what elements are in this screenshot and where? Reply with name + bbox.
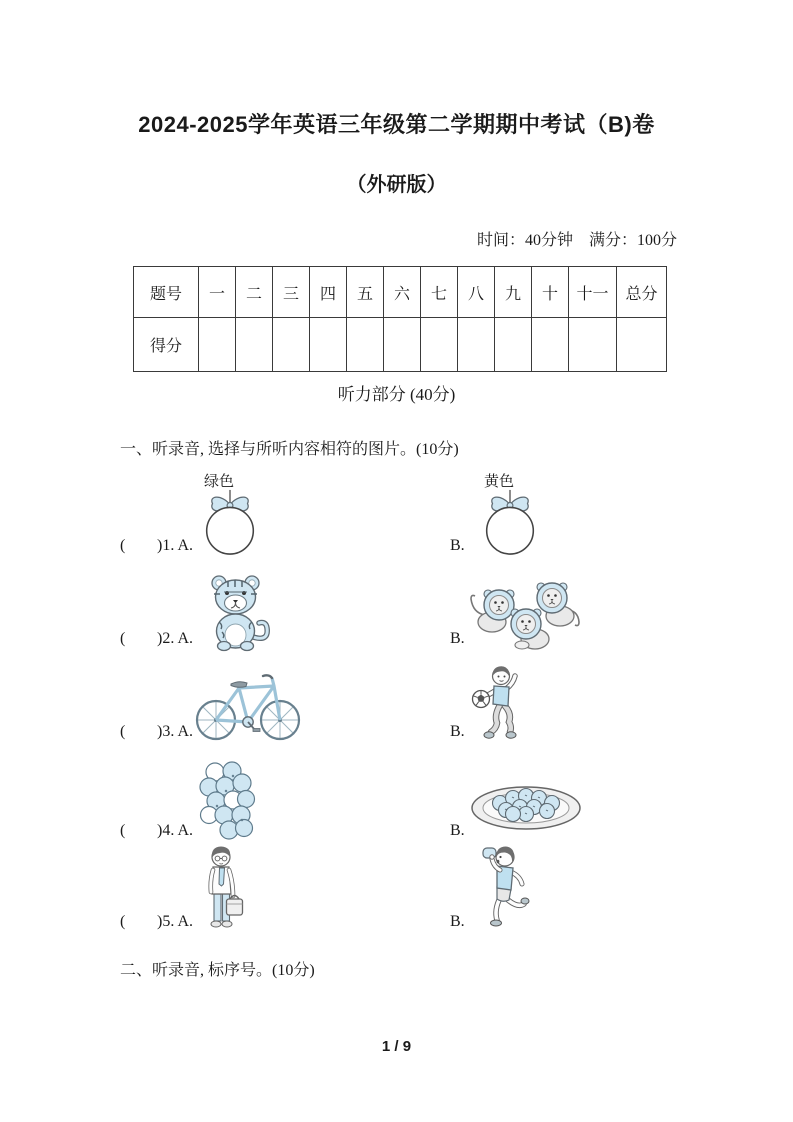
page-number: 1 / 9: [381, 1038, 412, 1055]
man-standing-with-bag-icon: [200, 844, 250, 932]
bag: [227, 896, 243, 916]
score-cell: [458, 318, 495, 372]
boy-running-image: [470, 842, 532, 932]
balloon-with-bow-icon: [197, 488, 263, 556]
balloon-bunch-image: [196, 760, 258, 842]
header-cell-1: 一: [199, 267, 236, 318]
header-cell-timu: 题号: [134, 267, 199, 318]
q3-label-a: )3. A.: [157, 723, 193, 740]
header-cell-6: 六: [384, 267, 421, 318]
header-cell-4: 四: [310, 267, 347, 318]
score-cell: [532, 318, 569, 372]
score-table-score-row: [134, 318, 667, 372]
man-with-bag-image: [200, 844, 250, 932]
football: [473, 691, 490, 708]
score-cell: [273, 318, 310, 372]
header-cell-8: 八: [458, 267, 495, 318]
score-cell: [421, 318, 458, 372]
full-score-info: 满分：100分: [588, 232, 677, 249]
yellow-balloon-with-bow-image: [477, 488, 543, 556]
q1-label-a: )1. A.: [157, 537, 193, 554]
q1-paren-open: (: [120, 537, 126, 554]
time-info: 时间：40分钟: [476, 232, 573, 249]
q5-paren-open: (: [120, 913, 126, 930]
score-cell: [495, 318, 532, 372]
score-row-label: 得分: [134, 318, 199, 372]
header-cell-5: 五: [347, 267, 384, 318]
q5-label-b: B.: [450, 913, 465, 930]
header-cell-9: 九: [495, 267, 532, 318]
q4-label-a: )4. A.: [157, 822, 193, 839]
q1-caption-yellow: 黄色: [484, 474, 515, 490]
score-cell: [347, 318, 384, 372]
header-cell-10: 十: [532, 267, 569, 318]
lion-3: [511, 609, 549, 649]
header-cell-7: 七: [421, 267, 458, 318]
boy-with-football-image: [468, 663, 524, 745]
q5-label-a: )5. A.: [157, 913, 193, 930]
q2-label-b: B.: [450, 630, 465, 647]
header-cell-3: 三: [273, 267, 310, 318]
lion-2: [537, 583, 579, 626]
score-cell: [310, 318, 347, 372]
exam-meta: [477, 227, 677, 250]
q3-paren-open: (: [120, 723, 126, 740]
score-cell: [199, 318, 236, 372]
bicycle-icon: [192, 670, 304, 742]
bicycle-image: [192, 670, 304, 742]
score-cell: [569, 318, 617, 372]
balloon-with-bow-icon: [477, 488, 543, 556]
score-cell: [236, 318, 273, 372]
tiger-image: [198, 572, 273, 652]
score-cell: [384, 318, 421, 372]
q1-label-b: B.: [450, 537, 465, 554]
part2-heading: 二、听录音, 标序号。(10分): [120, 962, 315, 979]
header-cell-total: 总分: [617, 267, 667, 318]
boy-jumping-with-football-icon: [468, 663, 524, 745]
score-cell: [617, 318, 667, 372]
header-cell-11: 十一: [569, 267, 617, 318]
page-subtitle: （外研版）: [346, 174, 447, 196]
header-cell-2: 二: [236, 267, 273, 318]
listening-section-title: 听力部分 (40分): [337, 385, 456, 404]
q2-paren-open: (: [120, 630, 126, 647]
three-lions-image: [466, 574, 580, 652]
three-lions-icon: [466, 574, 580, 652]
green-balloon-with-bow-image: [197, 488, 263, 556]
q3-label-b: B.: [450, 723, 465, 740]
q4-label-b: B.: [450, 822, 465, 839]
q1-caption-green: 绿色: [204, 474, 235, 490]
q4-paren-open: (: [120, 822, 126, 839]
page-title: 2024-2025学年英语三年级第二学期期中考试（B)卷: [138, 112, 655, 137]
boy-running-icon: [470, 842, 532, 932]
score-table-header-row: [134, 267, 667, 318]
score-table: [133, 266, 667, 372]
plate-of-dumplings-icon: [468, 778, 584, 832]
q2-label-a: )2. A.: [157, 630, 193, 647]
lion-1: [471, 590, 514, 632]
part1-heading: 一、听录音, 选择与所听内容相符的图片。(10分): [120, 441, 459, 458]
cartoon-tiger-icon: [198, 572, 273, 652]
bunch-of-balloons-icon: [196, 760, 258, 842]
plate-of-dumplings-image: [468, 778, 584, 832]
